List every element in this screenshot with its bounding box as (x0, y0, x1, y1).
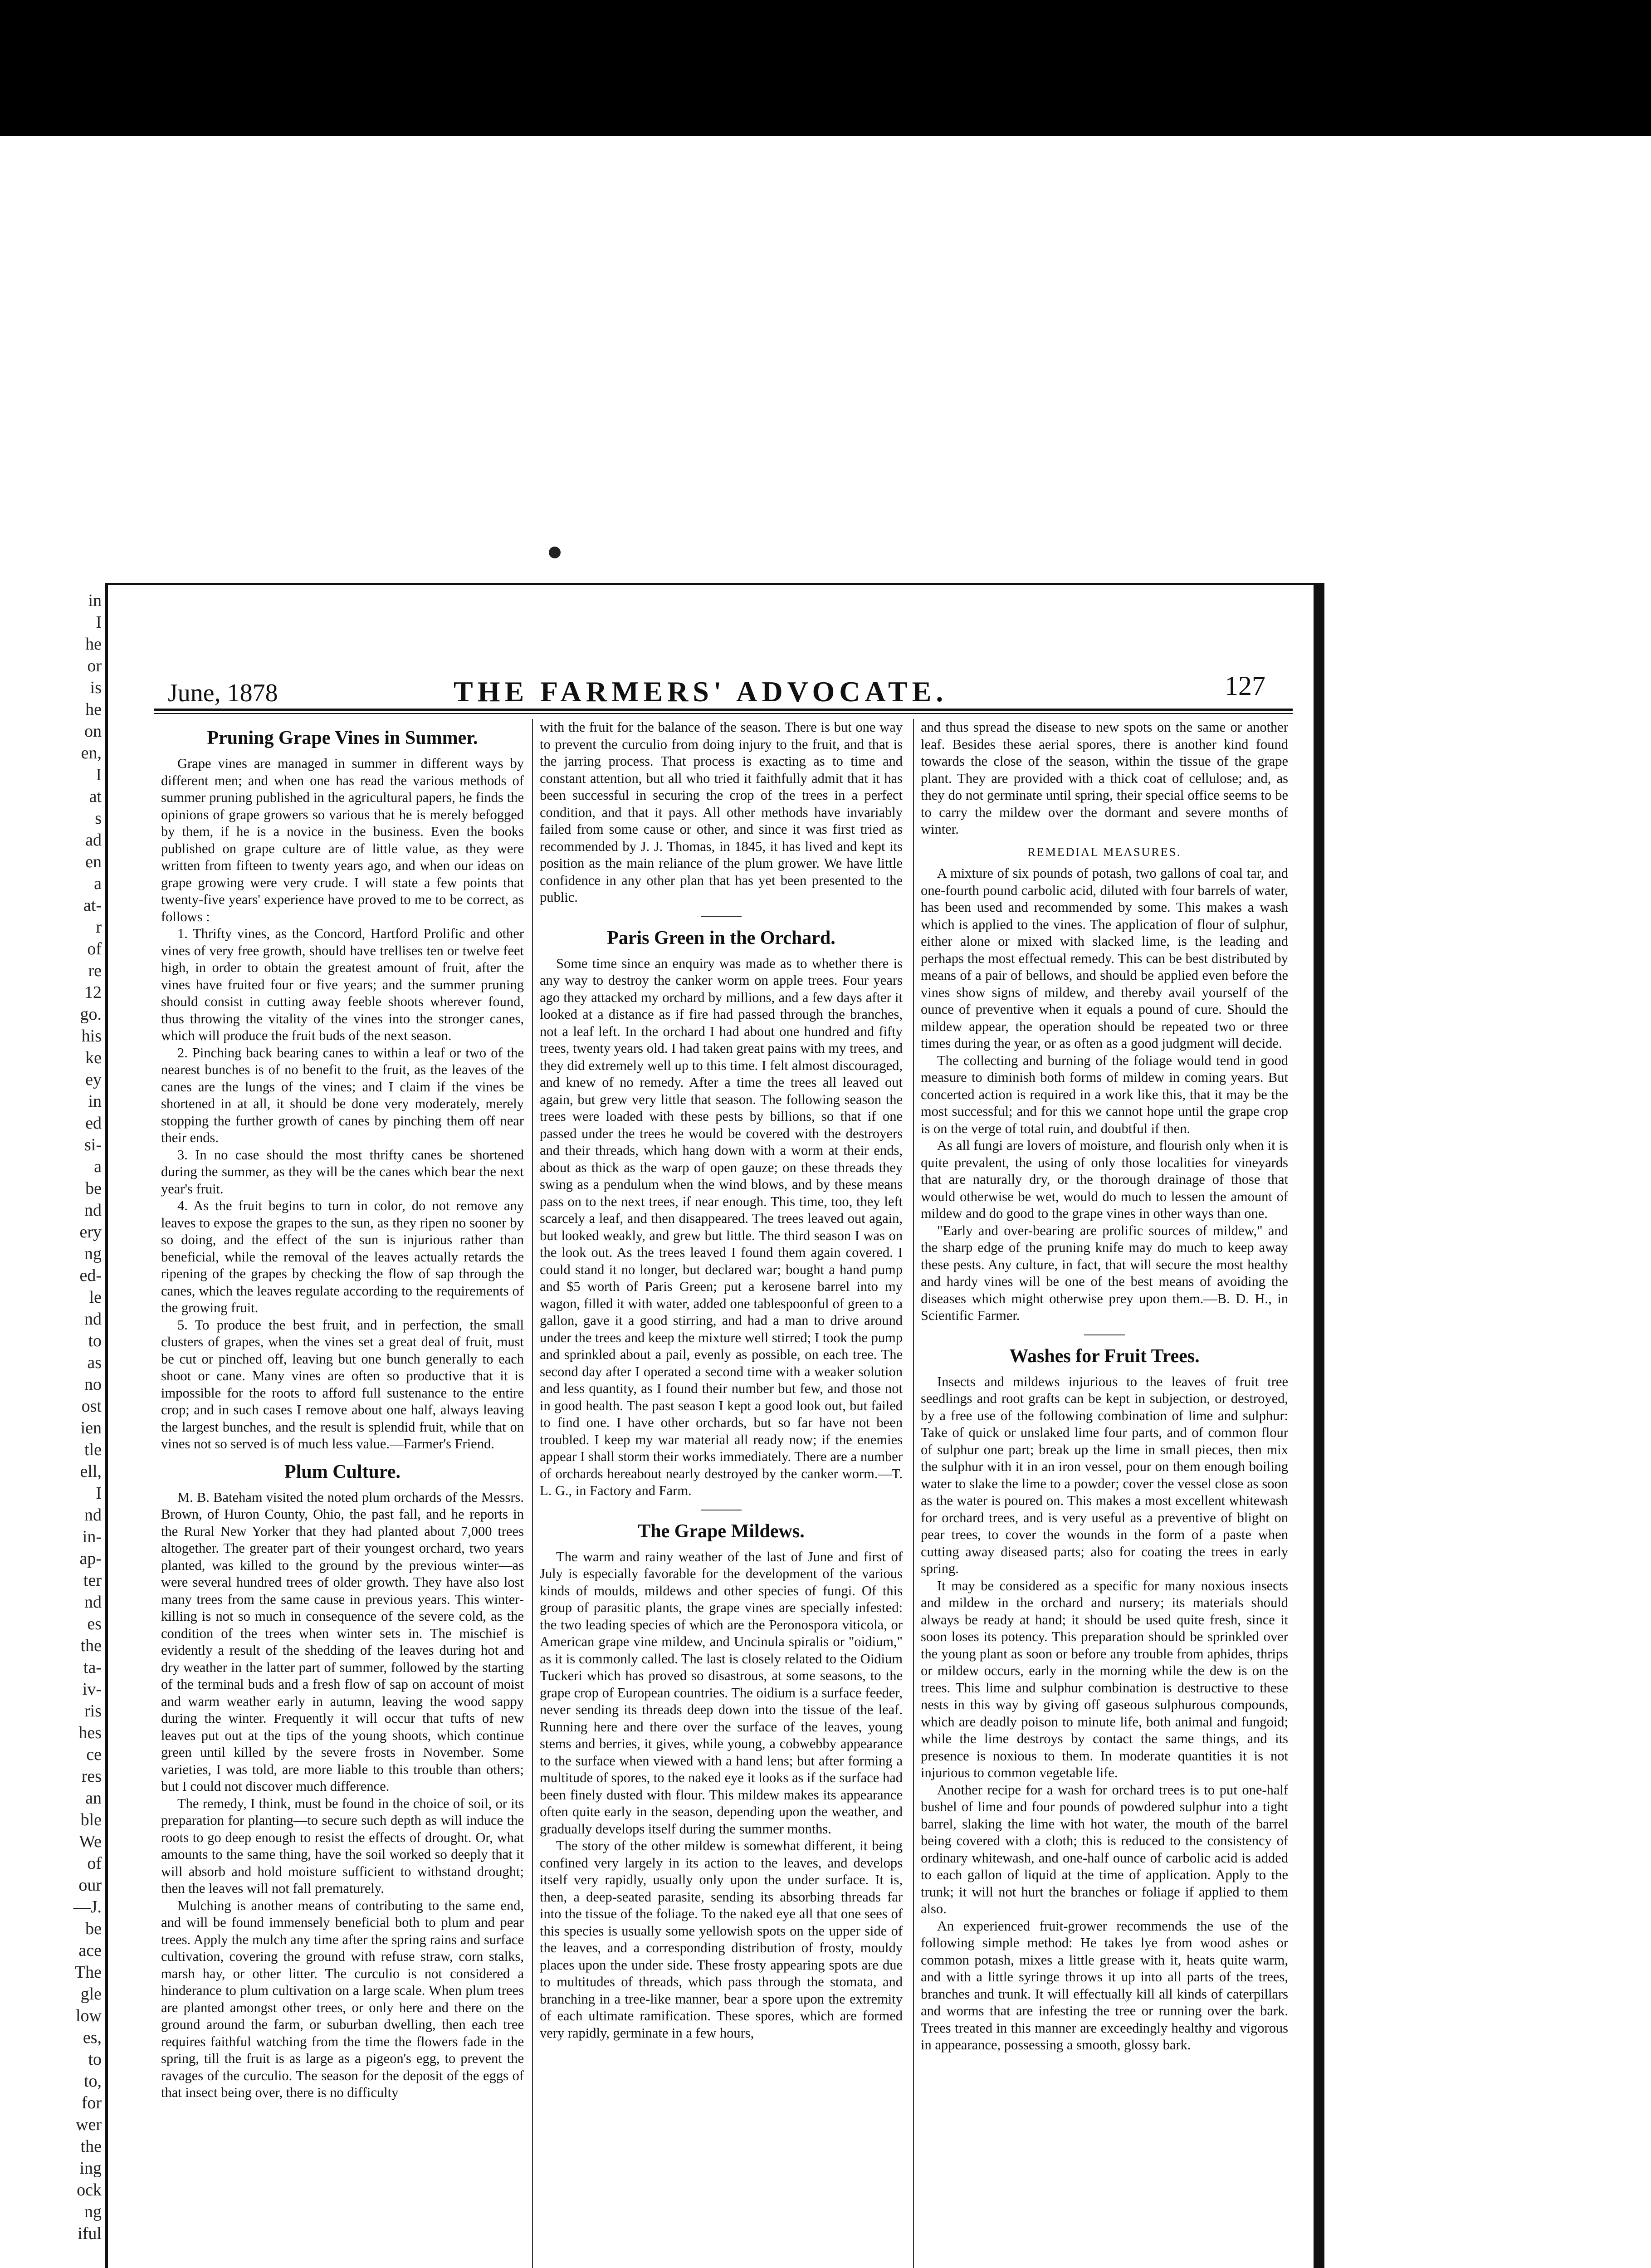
edge-fragment: ce (86, 1745, 102, 1764)
paragraph: An experienced fruit-grower recommends the use of the following simple method: He takes lye from wood ashes or common potash, mixes a little grease with it, heats quite warm, and with a little syringe throws it up into all parts of the trees, branches and trunk. It will effectually kill all kinds of caterpillars and worms that are infesting the tree or running over the bark. Trees treated in this manner are exceedingly healthy and vigorous in appearance, possessing a smooth, glossy bark. (921, 1918, 1288, 2053)
edge-fragment: ke (85, 1048, 102, 1067)
edge-fragment: tle (84, 1440, 102, 1459)
edge-fragment: r (96, 918, 102, 937)
paragraph: Grape vines are managed in summer in different ways by different men; and when one has read the various methods of summer pruning published in the agricultural papers, he finds the opinions of grape growers so various that he is merely befogged by them, if he is a novice in the business. Even the books published on grape culture are of little value, as they were written from fifteen to twenty years ago, and when our ideas on grape growing were very crude. I will state a few points that twenty-five years' experience have proved to me to be correct, as follows : (161, 756, 524, 924)
article-body (540, 1549, 903, 2042)
edge-fragment: on (84, 722, 102, 741)
edge-fragment: our (78, 1876, 102, 1895)
edge-fragment: ed (85, 1114, 102, 1133)
edge-fragment: le (89, 1288, 102, 1307)
paragraph: with the fruit for the balance of the season. There is but one way to prevent the curculio from doing injury to the fruit, and that is the jarring process. That process is exacting as to time and constant attention, but all who tried it faithfully admit that it has been successful in securing the crop of the trees in a perfect condition, and that it pays. All other methods have invariably failed from some cause or other, and since it was first tried as recommended by J. J. Thomas, in 1845, it has lived and kept its position as the main reliance of the plum grower. We have little confidence in any other plan that has yet been presented to the public. (540, 719, 903, 905)
edge-fragment: in (88, 1092, 102, 1111)
edge-fragment: be (85, 1179, 102, 1198)
paragraph: As all fungi are lovers of moisture, and flourish only when it is quite prevalent, the using of only those localities for vineyards that are naturally dry, or the thorough drainage of those that would otherwise be wet, would do much to lessen the amount of mildew and do good to the grape vines in other ways than one. (921, 1138, 1288, 1221)
paragraph: 1. Thrifty vines, as the Concord, Hartford Prolific and other vines of very free growth, should have trellises ten or twelve feet high, in order to obtain the greatest amount of fruit, after the vines have fruited four or five years; and the summer pruning should consist in cutting away feeble shoots wherever found, thus throwing the vitality of the vines into the stronger canes, which will produce the fruit buds of the next season. (161, 926, 524, 1043)
edge-fragment: to (88, 2050, 102, 2069)
paragraph: Another recipe for a wash for orchard trees is to put one-half bushel of lime and four pounds of powdered sulphur into a tight barrel, slaking the lime with hot water, the mouth of the barrel being covered with a cloth; this is reduced to the consistency of ordinary whitewash, and one-half ounce of carbolic acid is added to each gallon of liquid at the time of application. Apply to the trunk; it will not hurt the branches or foliage if applied to them also. (921, 1782, 1288, 1916)
column-divider (532, 719, 533, 2268)
edge-fragment: si- (84, 1135, 102, 1154)
edge-fragment: an (85, 1789, 102, 1808)
edge-fragment: ell, (80, 1462, 102, 1481)
edge-fragment: ble (80, 1810, 102, 1829)
article-title: The Grape Mildews. (638, 1520, 805, 1542)
column-2 (540, 719, 903, 2042)
edge-fragment: of (87, 1854, 102, 1873)
article-body (161, 755, 524, 1453)
paragraph: 5. To produce the best fruit, and in perfection, the small clusters of grapes, when the vines set a great deal of fruit, must be cut or pinched off, leaving but one bunch generally to each shoot or cane. Many vines are often so productive that it is impossible for the roots to afford full sustenance to the entire crop; and in such cases I remove about one half, always leaving the largest bunches, and the result is splendid fruit, while that on vines not so served is of much less value.—Farmer's Friend. (161, 1317, 524, 1452)
edge-fragment: s (95, 809, 102, 828)
edge-fragment: ng (84, 2202, 102, 2221)
paragraph: The collecting and burning of the foliage would tend in good measure to diminish both forms of mildew in coming years. But concerted action is required in a work like this, that it may be the most successful; and for this we cannot hope until the grape crop is on the verge of total ruin, and doubtful if then. (921, 1052, 1288, 1136)
column-divider (913, 719, 914, 2268)
edge-fragment: hes (78, 1723, 102, 1742)
edge-fragment: he (85, 700, 102, 719)
edge-fragment: ed- (79, 1266, 102, 1285)
paragraph: 2. Pinching back bearing canes to within a leaf or two of the nearest bunches is of no benefit to the fruit, as the leaves of the canes are the lungs of the vines; and I claim if the vines be shortened in at all, it should be done very moderately, merely stopping the further growth of canes by pinching them off near their ends. (161, 1045, 524, 1145)
edge-fragment: —J. (73, 1897, 102, 1916)
article-separator (701, 916, 742, 917)
edge-fragment: ost (81, 1397, 102, 1416)
paragraph: and thus spread the disease to new spots on the same or another leaf. Besides these aerial spores, there is another kind found towards the close of the season, within the tissue of the grape plant. They are provided with a thick coat of cellulose; and, as they do not germinate until spring, their special office seems to be to carry the mildew over the dormant and severe months of winter. (921, 719, 1288, 837)
paragraph: "Early and over-bearing are prolific sources of mildew," and the sharp edge of the pruning knife may do much to keep away these pests. Any culture, in fact, that will secure the most healthy and hardy vines will be one of the best means of avoiding the diseases which might otherwise prey upon them.—B. D. H., in Scientific Farmer. (921, 1222, 1288, 1323)
article-title: Pruning Grape Vines in Summer. (207, 728, 478, 748)
edge-fragment: ing (79, 2159, 102, 2178)
edge-fragment: re (88, 961, 102, 980)
edge-fragment: iful (78, 2224, 102, 2243)
article-title: Plum Culture. (284, 1461, 401, 1482)
edge-fragment: I (96, 765, 102, 784)
edge-fragment: en, (81, 743, 102, 763)
edge-fragment: to, (83, 2072, 102, 2091)
edge-fragment: is (90, 678, 102, 697)
edge-fragment: res (81, 1767, 102, 1786)
edge-fragment: We (79, 1832, 102, 1851)
paragraph: 3. In no case should the most thrifty canes be shortened during the summer, as they will be the canes which bear the next year's fruit. (161, 1147, 524, 1197)
edge-fragment: ace (78, 1941, 102, 1960)
edge-fragment: at- (83, 896, 102, 915)
paragraph: 4. As the fruit begins to turn in color, do not remove any leaves to expose the grapes to the sun, as they ripen no sooner by so doing, and the effect of the sun is injurious rather than beneficial, while the removal of the leaves actually retards the ripening of the grapes by checking the flow of sap through the canes, which the leaves regulate according to the requirements of the growing fruit. (161, 1198, 524, 1315)
edge-fragment: his (81, 1026, 102, 1046)
edge-fragment: go. (80, 1005, 102, 1024)
ink-speck (549, 547, 561, 558)
article-body (921, 719, 1288, 838)
edge-fragment: I (96, 613, 102, 632)
edge-fragment: in (88, 591, 102, 610)
issue-date: June, 1878 (168, 679, 278, 707)
paragraph: M. B. Bateham visited the noted plum orchards of the Messrs. Brown, of Huron County, Ohio, the past fall, and he reports in the Rural New Yorker that they had planted about 7,000 trees altogether. The greater part of their youngest orchard, two years planted, was killed to the ground by the previous winter—as were several hundred trees of older growth. They have also lost many trees from the same cause in previous years. This winter-killing is not so much in consequence of the severe cold, as the condition of the trees when winter sets in. The mischief is evidently a result of the shedding of the leaves during hot and dry weather in the latter part of summer, followed by the starting of the terminal buds and a fresh flow of sap on account of moist and warm weather early in autumn, leaving the wood sappy during the winter. Frequently it will occur that tufts of new leaves put out at the tips of the young shoots, which continue green until killed by the severe frosts in November. Some varieties, I was told, are more liable to this trouble than others; but I could not discover much difference. (161, 1489, 524, 1794)
masthead-rule (154, 709, 1293, 711)
page-number: 127 (1225, 671, 1265, 701)
edge-fragment: for (81, 2093, 102, 2112)
edge-fragment: ery (79, 1222, 102, 1242)
previous-page-edge (0, 590, 104, 2268)
paragraph: The remedy, I think, must be found in the choice of soil, or its preparation for planting—to secure such depth as will induce the roots to go deep enough to resist the effects of drought. Or, what amounts to the same thing, have the soil worked so deeply that it will absorb and hold moisture sufficient to withstand drought; then the leaves will not fall prematurely. (161, 1795, 524, 1896)
paragraph: Mulching is another means of contributing to the same end, and will be found immensely beneficial both to plum and pear trees. Apply the mulch any time after the spring rains and surface cultivation, covering the ground with refuse straw, corn stalks, marsh hay, or other litter. The curculio is not considered a hinderance to plum cultivation on a large scale. When plum trees are planted amongst other trees, or only here and there on the ground around the farm, or suburban dwelling, then each tree requires faithful watching from the time the flowers fade in the spring, till the fruit is as large as a pigeon's egg, to prevent the ravages of the curculio. The season for the deposit of the eggs of that insect being over, there is no difficulty (161, 1897, 524, 2100)
section-subheading: REMEDIAL MEASURES. (1027, 845, 1182, 859)
edge-fragment: ey (85, 1070, 102, 1089)
edge-fragment: nd (84, 1310, 102, 1329)
edge-fragment: to (88, 1331, 102, 1350)
edge-fragment: a (94, 1157, 102, 1176)
edge-fragment: low (76, 2006, 102, 2025)
edge-fragment: the (80, 2137, 102, 2156)
paragraph: The warm and rainy weather of the last of June and first of July is especially favorable for the development of the various kinds of moulds, mildews and other species of fungi. Of this group of parasitic plants, the grape vines are specially infested: the two leading species of which are the Peronospora viticola, or American grape vine mildew, and Uncinula spiralis or "oidium," as it is commonly called. The last is closely related to the Oidium Tuckeri which has proved so disastrous, at some seasons, to the grape crop of European countries. The oidium is a surface feeder, never sending its threads deep down into the tissue of the leaf. Running here and there over the surface of the leaves, young stems and berries, it gives, while young, a cobwebby appearance to the surface when viewed with a hand lens; but after forming a multitude of spores, to the naked eye it looks as if the surface had been finely dusted with flour. This mildew makes its appearance often quite early in the season, depending upon the weather, and gradually develops itself during the summer months. (540, 1549, 903, 1837)
article-body (921, 865, 1288, 1325)
edge-fragment: of (87, 939, 102, 958)
column-1 (161, 719, 524, 2102)
article-separator (1084, 1334, 1125, 1335)
edge-fragment: in- (82, 1527, 102, 1546)
edge-fragment: wer (76, 2115, 102, 2134)
edge-fragment: ris (84, 1701, 102, 1721)
edge-fragment: The (74, 1963, 102, 1982)
publication-title: THE FARMERS' ADVOCATE. (454, 675, 948, 708)
article-body (921, 1374, 1288, 2054)
article-body (161, 1489, 524, 2102)
edge-fragment: at (89, 787, 102, 806)
edge-fragment: ien (80, 1418, 102, 1437)
edge-fragment: 12 (84, 983, 102, 1002)
edge-fragment: he (85, 635, 102, 654)
paragraph: Some time since an enquiry was made as to whether there is any way to destroy the canker worm on apple trees. Four years ago they attacked my orchard by millions, and a few days after it looked at a distance as if fire had passed through the branches, not a leaf left. In the orchard I had about one hundred and fifty trees, twenty years old. I had taken great pains with my trees, and they did extremely well up to this time. I felt almost discouraged, and knew of no remedy. After a time the trees all leaved out again, but grew very little that season. The following season the trees were loaded with these pests by billions, so that if one passed under the trees he would be covered with the destroyers and their threads, which hang down with a worm at their ends, about as thick as the warp of open gauze; on these threads they swing as a pendulum when the wind blows, and by these means pass on to the next trees, if near enough. This time, too, they left scarcely a leaf, and then disappeared. The trees leaved out again, but looked weakly, and grew but little. The third season I was on the look out. As the trees leaved I found them again covered. I could stand it no longer, but declared war; bought a hand pump and $5 worth of Paris Green; put a kerosene barrel into my wagon, filled it with water, added one tablespoonful of green to a gallon, gave it a good stirring, and had a man to drive around under the trees and keep the mixture well stirred; I took the pump and sprinkled about a pail, evenly as possible, on each tree. The second day after I operated a second time with a weaker solution and less quantity, as I found their number but few, and those not in good health. The past season I kept a good look out, but failed to find one. I have other orchards, but so far have not been troubled. I keep my war material all ready now; if the enemies appear I shall storm their works immediately. There are a number of orchards hereabout nearly destroyed by the canker worm.—T. L. G., in Factory and Farm. (540, 955, 903, 1498)
edge-fragment: iv- (82, 1680, 102, 1699)
article-title: Washes for Fruit Trees. (1009, 1345, 1200, 1367)
edge-fragment: I (96, 1484, 102, 1503)
edge-fragment: ter (83, 1571, 102, 1590)
edge-fragment: a (94, 874, 102, 893)
edge-fragment: the (80, 1636, 102, 1655)
masthead-rule-thin (154, 713, 1293, 714)
paragraph: A mixture of six pounds of potash, two gallons of coal tar, and one-fourth pound carbolic acid, diluted with four barrels of water, has been used and recommended by some. This makes a wash which is applied to the vines. The application of flour of sulphur, either alone or mixed with slacked lime, is the leading and perhaps the most effectual remedy. This can be best distributed by means of a pair of bellows, and should be applied even before the vines show signs of mildew, and thereby avail yourself of the ounce of preventive when it equals a pound of cure. Should the mildew appear, the operation should be repeated two or three times during the year, or as often as a good judgment will decide. (921, 865, 1288, 1051)
paragraph: Insects and mildews injurious to the leaves of fruit tree seedlings and root grafts can be kept in subjection, or destroyed, by a free use of the following combination of lime and sulphur: Take of quick or unslaked lime four parts, and of common flour of sulphur one part; break up the lime in small pieces, then mix the sulphur with it in an iron vessel, pour on them enough boiling water to slake the lime to a powder; cover the vessel close as soon as the water is poured on. This makes a most excellent whitewash for orchard trees, and is very useful as a preventive of blight on pear trees, to cover the wounds in the form of a paste when cutting away diseased parts; also for coating the trees in early spring. (921, 1374, 1288, 1576)
edge-fragment: ock (77, 2180, 102, 2200)
paragraph: It may be considered as a specific for many noxious insects and mildew in the orchard and nursery; its materials should always be ready at hand; it should be used quite fresh, since it soon loses its potency. This preparation should be sprinkled over the young plant as soon or before any trouble from aphides, thrips or mildew occurs, early in the morning while the dew is on the trees. This lime and sulphur combination is destructive to these nests in this way by giving off gaseous sulphurous compounds, which are deadly poison to minute life, both animal and fungoid; while the lime destroys by contact the same things, and its presence is noxious to them. In moderate quantities it is not injurious to common vegetable life. (921, 1578, 1288, 1780)
edge-fragment: en (85, 852, 102, 871)
edge-fragment: nd (84, 1505, 102, 1525)
edge-fragment: be (85, 1919, 102, 1938)
edge-fragment: nd (84, 1593, 102, 1612)
edge-fragment: ta- (83, 1658, 102, 1677)
edge-fragment: ap- (79, 1549, 102, 1568)
edge-fragment: es, (83, 2028, 102, 2047)
article-title: Paris Green in the Orchard. (607, 927, 835, 948)
edge-fragment: ad (85, 831, 102, 850)
column-3 (921, 719, 1288, 2054)
edge-fragment: or (87, 656, 102, 675)
edge-fragment: nd (84, 1201, 102, 1220)
article-body (540, 955, 903, 1500)
edge-fragment: gle (80, 1984, 102, 2004)
edge-fragment: no (84, 1375, 102, 1394)
masthead (150, 667, 1297, 709)
edge-fragment: as (87, 1353, 102, 1372)
article-body (540, 719, 903, 906)
paragraph: The story of the other mildew is somewhat different, it being confined very largely in its action to the leaves, and develops itself very rapidly, usually only upon the under surface. It is, then, a deep-seated parasite, sending its absorbing threads far into the tissue of the foliage. To the naked eye all that one sees of this species is usually some yellowish spots on the upper side of the leaves, and a corresponding distribution of frosty, mouldy places upon the under side. These frosty appearing spots are due to multitudes of threads, which pass through the stomata, and branching in a tree-like manner, bear a spore upon the extremity of each ultimate ramification. These spores, which are formed very rapidly, germinate in a few hours, (540, 1838, 903, 2041)
edge-fragment: ng (84, 1244, 102, 1263)
newspaper-page (150, 667, 1297, 2268)
edge-fragment: es (87, 1614, 102, 1633)
